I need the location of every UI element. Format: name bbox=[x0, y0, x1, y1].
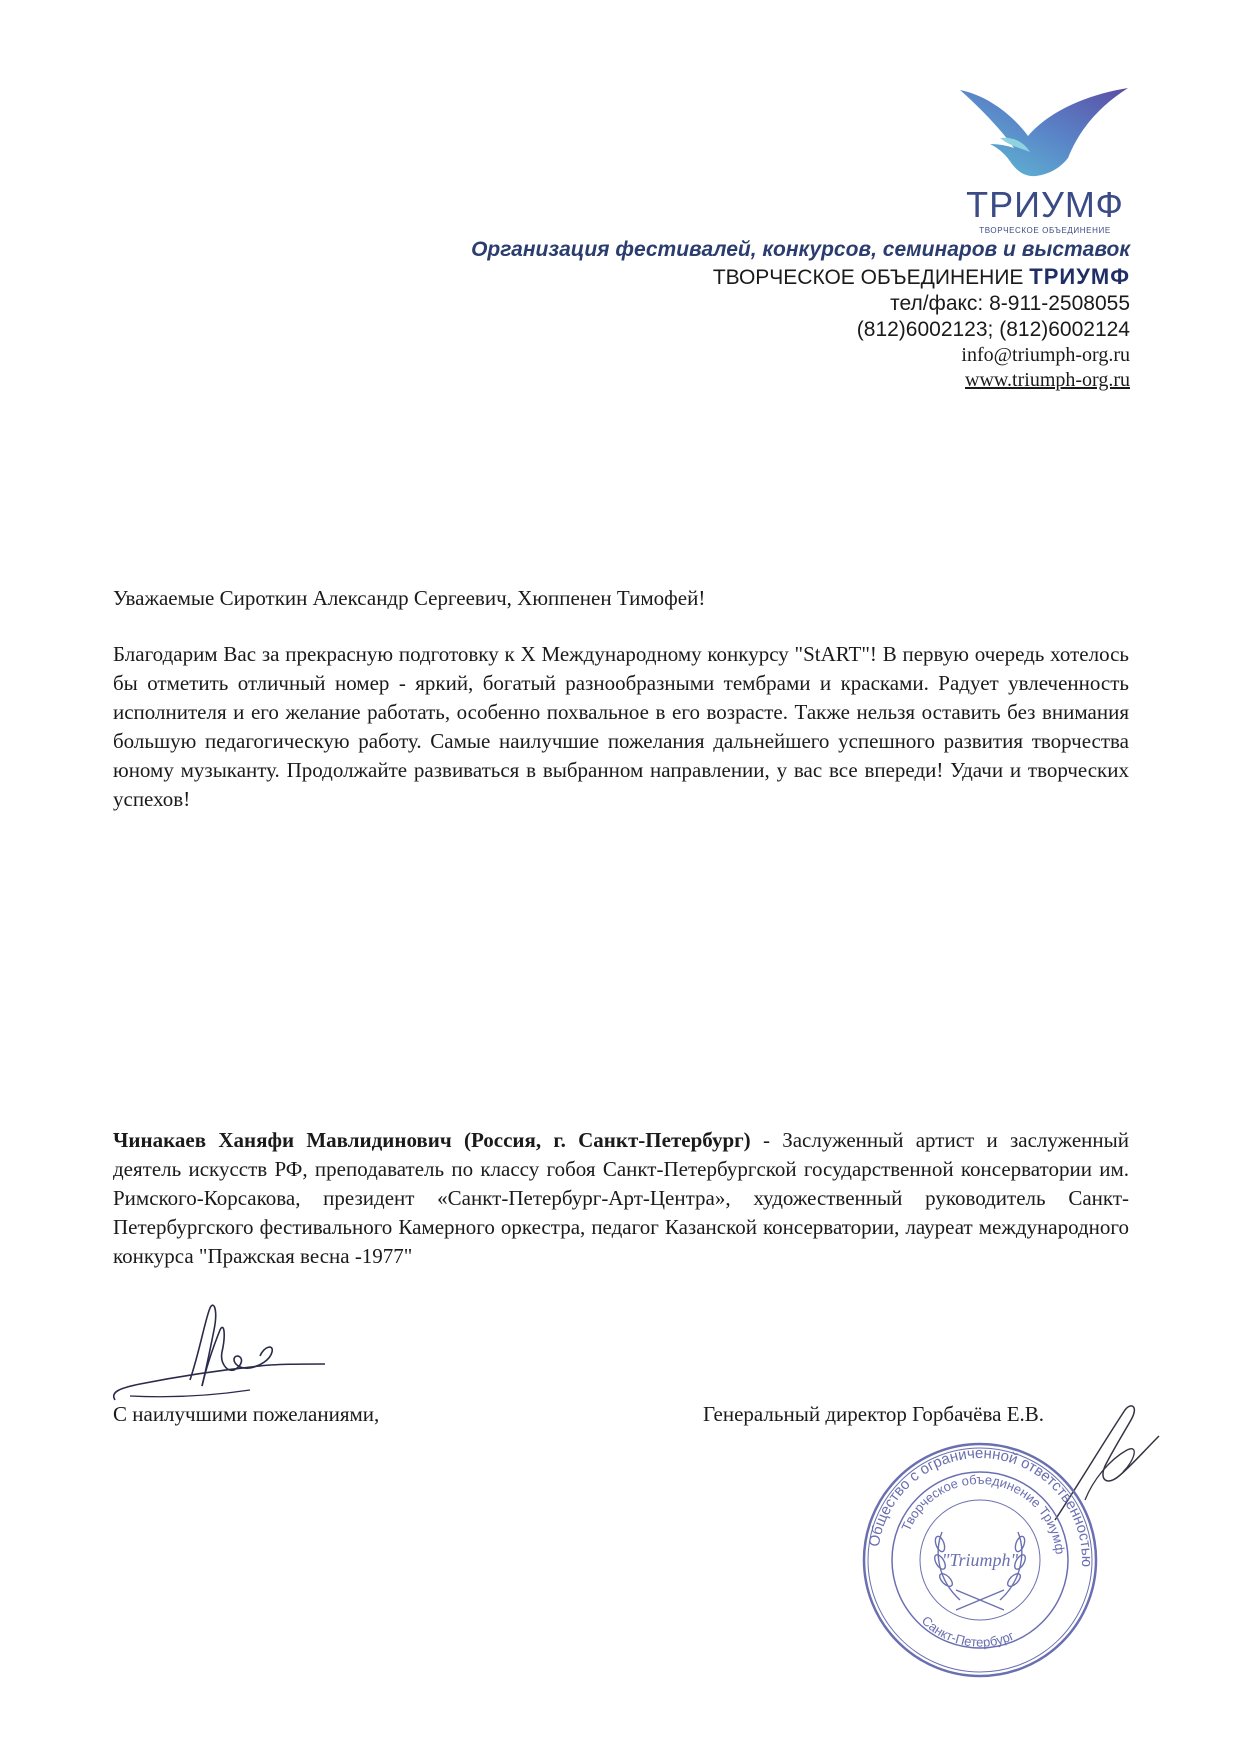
official-stamp bbox=[860, 1440, 1100, 1680]
stamp-inner-text: Творческое объединение Триумф bbox=[898, 1471, 1068, 1556]
stamp-bottom-text: Санкт-Петербург bbox=[918, 1612, 1017, 1650]
laurel-icon bbox=[933, 1532, 1028, 1610]
org-name-prefix: ТВОРЧЕСКОЕ ОБЪЕДИНЕНИЕ bbox=[712, 266, 1024, 289]
org-name-line bbox=[471, 263, 1130, 291]
svg-text:Творческое объединение Триумф bbox=[898, 1472, 1068, 1555]
letter-body: Благодарим Вас за прекрасную подготовку к X Международному конкурсу "StART"! В первую очередь хотелось бы отметить отличный номер - яркий, богатый разнообразными тембрами и красками. Радует увлеченность исполнителя и его желание работать, особенно похвальное в его возрасте. Также нельзя оставить без внимания большую педагогическую работу. Самые наилучшие пожелания дальнейшего успешного развития творчества юному музыканту. Продолжайте развиваться в выбранном направлении, у вас все впереди! Удачи и творческих успехов! bbox=[113, 642, 1129, 811]
signer-description: - Заслуженный артист и заслуженный деятель искусств РФ, преподаватель по классу гобоя Санкт-Петербургской государственной консерватории им. Римского-Корсакова, президент «Санкт-Петербург-Арт-Центра», художественный руководитель Санкт-Петербургского фестивального Камерного оркестра, педагог Казанской консерватории, лауреат международного конкурса "Пражская весна -1977" bbox=[113, 1128, 1130, 1268]
salutation: Уважаемые Сироткин Александр Сергеевич, Хюппенен Тимофей! bbox=[113, 586, 706, 610]
triumph-logo bbox=[960, 88, 1130, 248]
bird-icon bbox=[960, 88, 1130, 183]
phone-city: (812)6002123; (812)6002124 bbox=[856, 318, 1130, 341]
stamp-outer-text: Общество с ограниченной ответственностью bbox=[865, 1444, 1096, 1568]
email-address: info@triumph-org.ru bbox=[961, 344, 1130, 366]
director-line: Генеральный директор Горбачёва Е.В. bbox=[703, 1402, 1045, 1426]
stamp-center-text: "Triumph" bbox=[941, 1550, 1019, 1570]
phone-fax: тел/факс: 8-911-2508055 bbox=[890, 292, 1130, 315]
signer-name: Чинакаев Ханяфи Мавлидинович (Россия, г. Санкт-Петербург) bbox=[113, 1128, 751, 1152]
closing-line: С наилучшими пожеланиями, bbox=[113, 1402, 380, 1426]
org-brand-name: ТРИУМФ bbox=[1029, 264, 1130, 289]
letterhead-contacts bbox=[471, 236, 1130, 393]
signer-paragraph bbox=[113, 1126, 1129, 1271]
logo-subtitle: ТВОРЧЕСКОЕ ОБЪЕДИНЕНИЕ bbox=[979, 226, 1111, 235]
logo-wordmark: ТРИУМФ bbox=[966, 184, 1124, 225]
signature-juror bbox=[110, 1300, 330, 1410]
website-link[interactable]: www.triumph-org.ru bbox=[965, 369, 1130, 391]
org-tagline: Организация фестивалей, конкурсов, семинаров и выставок bbox=[471, 238, 1130, 261]
